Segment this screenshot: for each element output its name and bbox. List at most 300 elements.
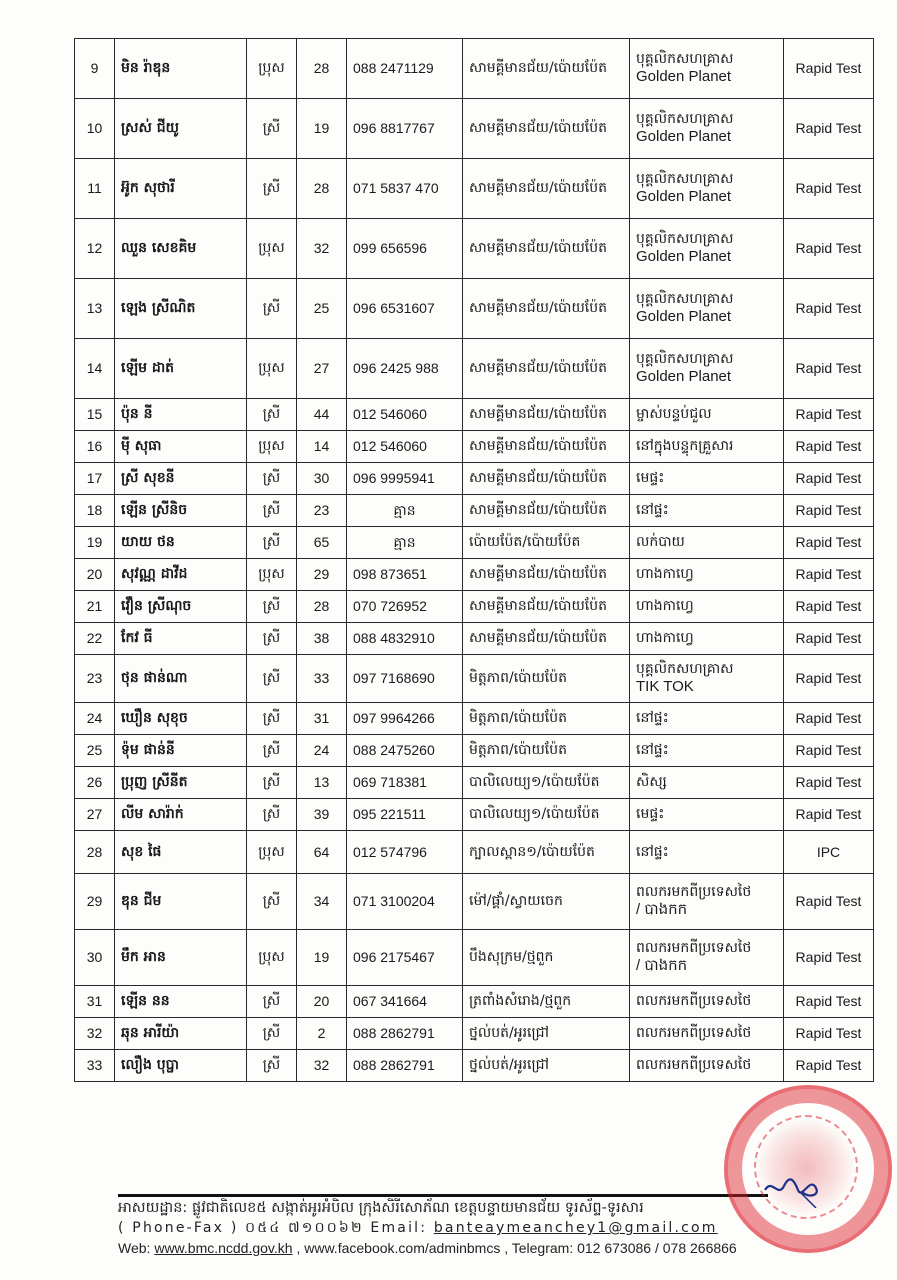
age-cell [297,463,347,495]
patient-name: ឡើន នន [121,993,170,1010]
occupation-detail: / បាងកក [636,900,688,918]
patient-name-cell [115,986,247,1018]
occupation: ពលករមកពីប្រទេសថៃ [636,884,752,901]
patient-name-cell [115,874,247,930]
occupation-detail: Golden Planet [636,127,732,145]
patient-name-cell [115,623,247,655]
patient-name: ប្រុញ ស្រីនីត [121,774,188,791]
patient-name: ឃឿន សុខុច [121,710,188,727]
patient-name: ស្រស់ ជីយូ [121,120,179,137]
table-row [75,431,874,463]
patient-name: វឿន ស្រីណុច [121,598,192,615]
test-type-cell [784,339,874,399]
occupation-cell [630,219,784,279]
web-label: Web: [118,1240,151,1256]
table-row [75,399,874,431]
row-number-cell [75,767,115,799]
address: ម៉ៅ/ផ្គាំ/ស្វាយចេក [469,893,563,910]
sex-cell [247,986,297,1018]
row-number-cell [75,99,115,159]
phone-number: 067 341664 [353,993,427,1010]
occupation-detail: / បាងកក [636,956,688,974]
age-cell [297,39,347,99]
patient-name: កែវ ធី [121,630,153,647]
address: មិត្តភាព/ប៉ោយប៉ែត [469,742,568,759]
sex: ស្រី [262,598,281,615]
sex-cell [247,735,297,767]
sex: ប្រុស [258,438,285,455]
phone-number-cell [347,99,463,159]
occupation: មេផ្ទះ [636,470,665,487]
sex-cell [247,159,297,219]
sex: ស្រី [262,710,281,727]
table-body [75,39,874,1082]
table-row [75,159,874,219]
test-type: Rapid Test [795,240,862,257]
occupation: ហាងកាហ្វេ [636,598,694,615]
phone-number: 012 574796 [353,843,427,860]
age: 44 [313,406,330,423]
row-number: 24 [86,710,103,727]
phone-number-cell [347,399,463,431]
table-row [75,463,874,495]
age-cell [297,930,347,986]
occupation: ពលករមកពីប្រទេសថៃ [636,940,752,957]
patient-name: មិន រ៉ាឌុន [121,60,171,77]
phone-number-cell [347,767,463,799]
address-cell [463,874,630,930]
occupation: ពលករមកពីប្រទេសថៃ [636,1025,752,1042]
phone-number: 012 546060 [353,406,427,423]
table-row [75,339,874,399]
patient-name: ប៉ុន នី [121,406,153,423]
sex-cell [247,559,297,591]
patient-name: ទ៉ុម ផាន់នី [121,742,175,759]
age-cell [297,1018,347,1050]
address: សាមគ្គីមានជ័យ/ប៉ោយប៉ែត [469,60,608,77]
phone-number: 096 9995941 [353,470,435,487]
row-number: 22 [86,630,103,647]
occupation: នៅក្នុងបន្ទុកគ្រួសារ [636,438,734,455]
row-number: 11 [87,180,102,197]
occupation-cell [630,655,784,703]
test-type-cell [784,219,874,279]
address-cell [463,767,630,799]
address-cell [463,159,630,219]
phone-number-cell [347,463,463,495]
phone-number: 088 2862791 [353,1057,435,1074]
phone-label: ( Phone-Fax ) [118,1220,239,1236]
telegram-label: , Telegram: [504,1240,574,1256]
age: 19 [313,949,330,966]
patient-name-cell [115,495,247,527]
phone-number: 070 726952 [353,598,427,615]
address: សាមគ្គីមានជ័យ/ប៉ោយប៉ែត [469,598,608,615]
phone-number-cell [347,431,463,463]
table-row [75,874,874,930]
phone-number: 097 7168690 [353,670,435,687]
address: សាមគ្គីមានជ័យ/ប៉ោយប៉ែត [469,120,608,137]
phone-number-cell [347,874,463,930]
patient-name: ម៉ី សុធា [121,438,162,455]
age: 19 [313,120,330,137]
patient-name-cell [115,463,247,495]
row-number-cell [75,159,115,219]
row-number: 29 [86,893,103,910]
address-cell [463,591,630,623]
row-number-cell [75,655,115,703]
footer-address-line [118,1198,878,1218]
test-type: Rapid Test [795,993,862,1010]
row-number: 14 [86,360,103,377]
sex: ប្រុស [258,240,285,257]
row-number: 12 [86,240,103,257]
table-row [75,623,874,655]
address-cell [463,986,630,1018]
age: 32 [313,1057,330,1074]
test-type: Rapid Test [795,60,862,77]
patient-name: ឌុន ជីម [121,893,162,910]
age: 28 [313,180,330,197]
age: 31 [313,710,330,727]
sex: ប្រុស [258,60,285,77]
occupation-cell [630,986,784,1018]
age-cell [297,279,347,339]
row-number: 32 [86,1025,103,1042]
address-cell [463,703,630,735]
age-cell [297,655,347,703]
sex-cell [247,1050,297,1082]
footer-contact-line [118,1218,878,1238]
address: ថ្នល់បត់/អូរជ្រៅ [469,1057,549,1074]
test-type: Rapid Test [795,670,862,687]
patient-name-cell [115,703,247,735]
test-type-cell [784,623,874,655]
occupation: បុគ្គលិកសហគ្រាស [636,351,734,368]
row-number-cell [75,799,115,831]
test-type-cell [784,559,874,591]
row-number: 27 [86,806,103,823]
age-cell [297,495,347,527]
phone-number-cell [347,623,463,655]
age: 38 [313,630,330,647]
address-cell [463,1050,630,1082]
facebook-link[interactable]: www.facebook.com/adminbmcs [304,1240,501,1256]
test-type-cell [784,874,874,930]
sex: ប្រុស [258,843,285,860]
row-number-cell [75,339,115,399]
occupation-cell [630,591,784,623]
row-number: 15 [86,406,103,423]
phone-number-cell [347,527,463,559]
phone-number-cell [347,1018,463,1050]
phone-number: 069 718381 [353,774,427,791]
address-cell [463,655,630,703]
test-type-cell [784,527,874,559]
test-type-cell [784,495,874,527]
telegram-numbers: 012 673086 / 078 266866 [577,1240,737,1256]
table-row [75,831,874,874]
phone-number: 088 4832910 [353,630,435,647]
age-cell [297,986,347,1018]
test-type: Rapid Test [795,710,862,727]
sex: ស្រី [262,670,281,687]
row-number-cell [75,831,115,874]
patient-name-cell [115,279,247,339]
table-row [75,495,874,527]
row-number-cell [75,431,115,463]
age: 23 [313,502,330,519]
address: សាមគ្គីមានជ័យ/ប៉ោយប៉ែត [469,180,608,197]
phone-number: 095 221511 [353,806,426,823]
test-type: Rapid Test [795,893,862,910]
row-number-cell [75,559,115,591]
test-type-cell [784,431,874,463]
address-cell [463,39,630,99]
table-row [75,559,874,591]
sex: ស្រី [262,406,281,423]
phone-number-cell [347,495,463,527]
sex: ស្រី [262,893,281,910]
phone-number: 096 2175467 [353,949,435,966]
test-type: Rapid Test [795,742,862,759]
sex-cell [247,874,297,930]
age-cell [297,527,347,559]
row-number: 19 [86,534,103,551]
patient-name-cell [115,767,247,799]
age-cell [297,219,347,279]
occupation-cell [630,431,784,463]
age: 28 [313,60,330,77]
occupation-cell [630,1018,784,1050]
occupation-detail: Golden Planet [636,307,732,325]
occupation: លក់បាយ [636,534,685,551]
occupation: បុគ្គលិកសហគ្រាស [636,231,734,248]
table-row [75,986,874,1018]
phone-number: ០៥៤ ៧១០០៦២ [245,1220,364,1236]
table-row [75,591,874,623]
phone-number-cell [347,986,463,1018]
occupation-cell [630,874,784,930]
age: 13 [313,774,330,791]
occupation-detail: TIK TOK [636,677,694,695]
address-cell [463,1018,630,1050]
test-type: Rapid Test [795,598,862,615]
occupation-cell [630,703,784,735]
address: ថ្នល់បត់/អូរជ្រៅ [469,1025,549,1042]
patient-name-cell [115,219,247,279]
sex-cell [247,431,297,463]
row-number: 26 [86,774,103,791]
sex: ស្រី [262,502,281,519]
age-cell [297,767,347,799]
website-link[interactable]: www.bmc.ncdd.gov.kh [154,1240,293,1256]
patient-name: ឡើន ស្រីនិច [121,502,188,519]
row-number: 30 [86,949,103,966]
patient-name: ឆុន អារីយ៉ា [121,1025,180,1042]
occupation-cell [630,463,784,495]
sex-cell [247,655,297,703]
sex: ស្រី [262,120,281,137]
test-type-cell [784,735,874,767]
patient-name-cell [115,99,247,159]
test-type-cell [784,99,874,159]
patient-name-cell [115,591,247,623]
occupation-cell [630,339,784,399]
sex: ស្រី [262,774,281,791]
sex: ប្រុស [258,566,285,583]
occupation-cell [630,159,784,219]
age-cell [297,623,347,655]
occupation: បុគ្គលិកសហគ្រាស [636,171,734,188]
sex: ស្រី [262,470,281,487]
phone-number: 096 6531607 [353,300,435,317]
age-cell [297,703,347,735]
phone-number: 088 2862791 [353,1025,435,1042]
patient-name: ឈួន សេខគិម [121,240,197,257]
address-cell [463,623,630,655]
sex: ស្រី [262,806,281,823]
test-type: Rapid Test [795,300,862,317]
test-type-cell [784,159,874,219]
table-row [75,527,874,559]
age-cell [297,1050,347,1082]
row-number-cell [75,1050,115,1082]
phone-number-cell [347,219,463,279]
occupation-cell [630,735,784,767]
row-number: 9 [90,60,99,77]
row-number-cell [75,463,115,495]
phone-number-cell [347,39,463,99]
patient-name: លីម សារ៉ាក់ [121,806,184,823]
address-cell [463,735,630,767]
test-type-cell [784,831,874,874]
age: 27 [313,360,330,377]
phone-number: 096 8817767 [353,120,435,137]
address: មិត្តភាព/ប៉ោយប៉ែត [469,710,568,727]
row-number-cell [75,874,115,930]
test-type: Rapid Test [795,630,862,647]
row-number: 31 [86,993,103,1010]
patient-name-cell [115,431,247,463]
table-row [75,703,874,735]
address-cell [463,431,630,463]
age: 28 [313,598,330,615]
occupation-detail: Golden Planet [636,247,732,265]
age: 65 [313,534,330,551]
phone-number: គ្មាន [393,502,416,519]
test-type: Rapid Test [795,406,862,423]
phone-number: 099 656596 [353,240,427,257]
occupation-cell [630,799,784,831]
table-row [75,39,874,99]
address: បាលិលេយ្យ១/ប៉ោយប៉ែត [469,774,600,791]
patient-name-cell [115,735,247,767]
age-cell [297,831,347,874]
age: 34 [313,893,330,910]
occupation-cell [630,559,784,591]
row-number: 18 [86,502,103,519]
patient-name: មឹក អាន [121,949,166,966]
age-cell [297,99,347,159]
patient-name-cell [115,39,247,99]
occupation: នៅផ្ទះ [636,742,669,759]
address-cell [463,463,630,495]
patient-list-table [74,38,874,1082]
address-cell [463,279,630,339]
occupation-cell [630,930,784,986]
phone-number-cell [347,655,463,703]
age: 25 [313,300,330,317]
address: ត្រពាំងសំរោង/ថ្មពួក [469,993,572,1010]
table-row [75,1018,874,1050]
occupation-cell [630,623,784,655]
address: សាមគ្គីមានជ័យ/ប៉ោយប៉ែត [469,470,608,487]
address-cell [463,495,630,527]
patient-name-cell [115,930,247,986]
test-type: Rapid Test [795,806,862,823]
email-link[interactable]: banteaymeanchey1@gmail.com [433,1220,718,1236]
patient-name-cell [115,527,247,559]
age: 64 [313,843,330,860]
test-type-cell [784,1018,874,1050]
occupation: ពលករមកពីប្រទេសថៃ [636,993,752,1010]
row-number-cell [75,399,115,431]
phone-number: 098 873651 [353,566,427,583]
age-cell [297,159,347,219]
row-number-cell [75,219,115,279]
row-number: 28 [86,843,103,860]
occupation: មេផ្ទះ [636,806,665,823]
occupation: បុគ្គលិកសហគ្រាស [636,111,734,128]
age-cell [297,399,347,431]
patient-name-cell [115,339,247,399]
test-type-cell [784,799,874,831]
occupation-detail: Golden Planet [636,67,732,85]
sex-cell [247,591,297,623]
test-type-cell [784,767,874,799]
table-row [75,219,874,279]
address: សាមគ្គីមានជ័យ/ប៉ោយប៉ែត [469,502,608,519]
address-cell [463,831,630,874]
phone-number: 071 5837 470 [353,180,439,197]
phone-number: 088 2475260 [353,742,435,759]
test-type-cell [784,930,874,986]
row-number: 25 [86,742,103,759]
age-cell [297,735,347,767]
test-type-cell [784,986,874,1018]
sex-cell [247,831,297,874]
patient-name: ឡេង ស្រីណិត [121,300,196,317]
test-type-cell [784,39,874,99]
occupation: នៅផ្ទះ [636,502,669,519]
patient-name-cell [115,1018,247,1050]
sex-cell [247,703,297,735]
phone-number-cell [347,159,463,219]
phone-number: 012 546060 [353,438,427,455]
patient-name-cell [115,1050,247,1082]
row-number: 17 [86,470,103,487]
sex-cell [247,39,297,99]
age: 29 [313,566,330,583]
row-number-cell [75,623,115,655]
address: សាមគ្គីមានជ័យ/ប៉ោយប៉ែត [469,300,608,317]
table-row [75,1050,874,1082]
address-label: អាសយដ្ឋាន: [118,1200,188,1216]
phone-number-cell [347,279,463,339]
table-row [75,767,874,799]
phone-number-cell [347,339,463,399]
